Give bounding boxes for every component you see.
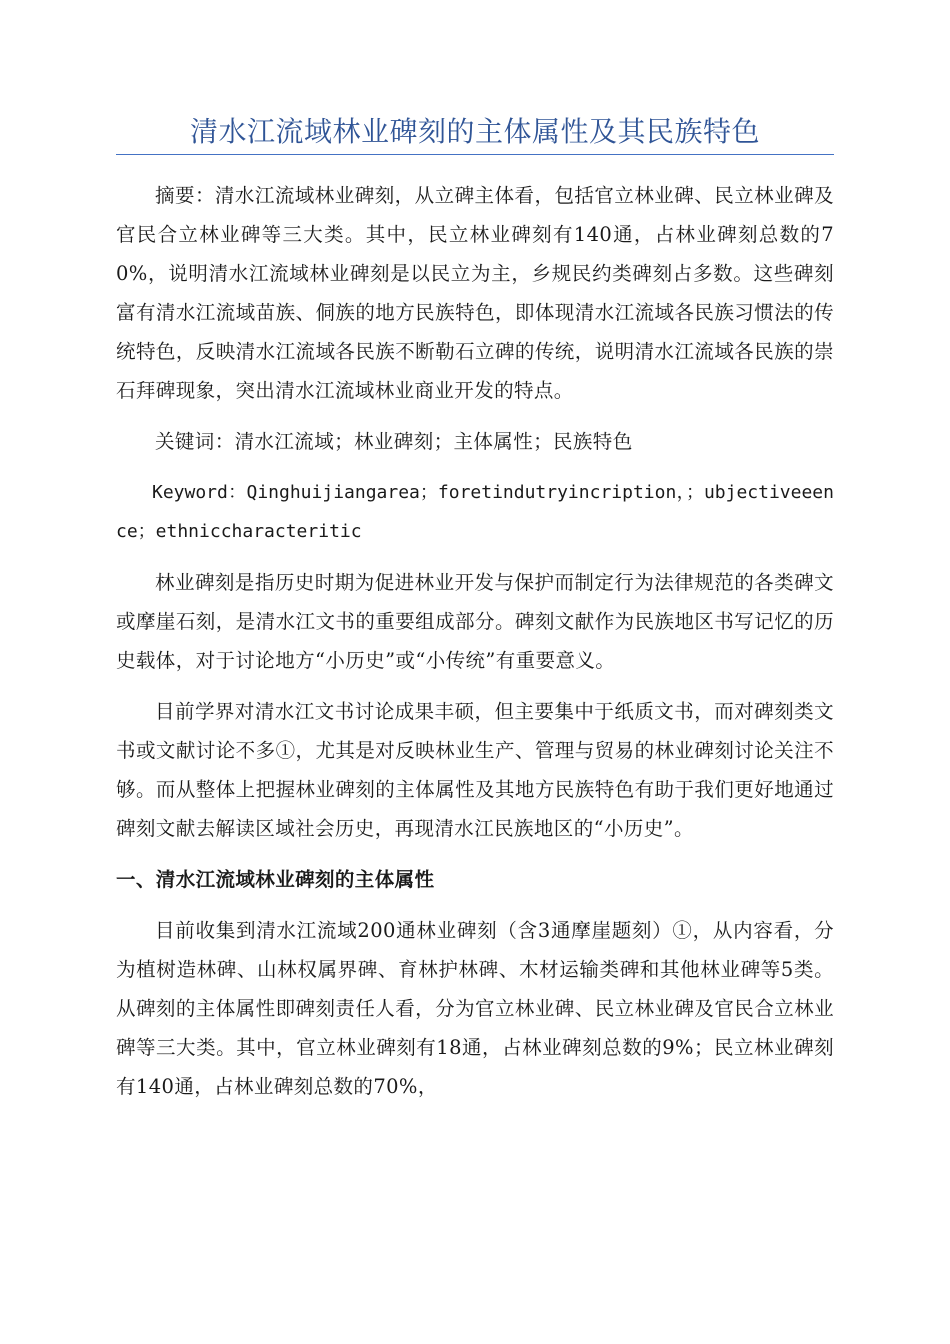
section-1-paragraph-1: 目前收集到清水江流域200通林业碑刻（含3通摩崖题刻）①，从内容看，分为植树造林碑、山林权属界碑、育林护林碑、木材运输类碑和其他林业碑等5类。从碑刻的主体属性即碑刻责任人看，分为官立林业碑、民立林业碑及官民合立林业碑等三大类。其中，官立林业碑刻有18通，占林业碑刻总数的9%；民立林业碑刻有140通，占林业碑刻总数的70%， [116, 919, 834, 1098]
title-underline [116, 154, 834, 155]
document-title: 清水江流域林业碑刻的主体属性及其民族特色 [189, 115, 760, 148]
section-1-heading: 一、清水江流域林业碑刻的主体属性 [116, 868, 435, 891]
document-body [116, 176, 834, 1118]
intro-paragraph-2: 目前学界对清水江文书讨论成果丰硕，但主要集中于纸质文书，而对碑刻类文书或文献讨论不多①，尤其是对反映林业生产、管理与贸易的林业碑刻讨论关注不够。而从整体上把握林业碑刻的主体属性及其地方民族特色有助于我们更好地通过碑刻文献去解读区域社会历史，再现清水江民族地区的“小历史”。 [116, 700, 834, 840]
intro-paragraph-1: 林业碑刻是指历史时期为促进林业开发与保护而制定行为法律规范的各类碑文或摩崖石刻，是清水江文书的重要组成部分。碑刻文献作为民族地区书写记忆的历史载体，对于讨论地方“小历史”或“小传统”有重要意义。 [116, 571, 834, 672]
keywords-english: Keyword：Qinghuijiangarea；foretindutryincription，；ubjectiveeence；ethniccharacteritic [116, 482, 834, 542]
abstract-paragraph: 摘要：清水江流域林业碑刻，从立碑主体看，包括官立林业碑、民立林业碑及官民合立林业碑等三大类。其中，民立林业碑刻有140通，占林业碑刻总数的70%，说明清水江流域林业碑刻是以民立为主，乡规民约类碑刻占多数。这些碑刻富有清水江流域苗族、侗族的地方民族特色，即体现清水江流域各民族习惯法的传统特色，反映清水江流域各民族不断勒石立碑的传统，说明清水江流域各民族的崇石拜碑现象，突出清水江流域林业商业开发的特点。 [116, 184, 834, 402]
keywords-chinese: 关键词：清水江流域；林业碑刻；主体属性；民族特色 [155, 430, 633, 453]
